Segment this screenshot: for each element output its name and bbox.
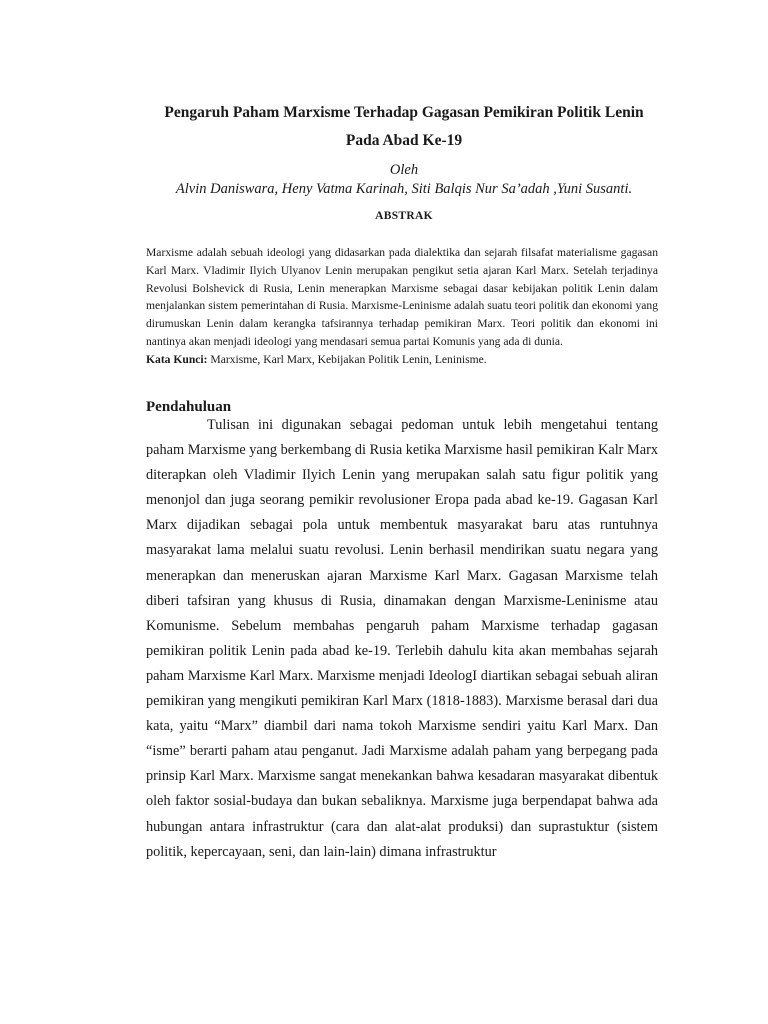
keywords-text: Marxisme, Karl Marx, Kebijakan Politik Lenin, Leninisme.: [207, 352, 487, 366]
keywords-line: [146, 351, 658, 369]
author-list: Alvin Daniswara, Heny Vatma Karinah, Siti Balqis Nur Sa’adah ,Yuni Susanti.: [175, 181, 633, 197]
abstract-text: Marxisme adalah sebuah ideologi yang didasarkan pada dialektika dan sejarah filsafat materialisme gagasan Karl Marx. Vladimir Ilyich Ulyanov Lenin merupakan pengikut setia ajaran Karl Marx. Setelah terjadinya Revolusi Bolshevick di Rusia, Lenin menerapkan Marxisme sebagai dasar kebijakan politik Lenin dalam menjalankan sistem pemerintahan di Rusia. Marxisme-Leninisme adalah suatu teori politik dan ekonomi yang dirumuskan Lenin dalam kerangka tafsirannya terhadap pemikiran Marx. Teori politik dan ekonomi ini nantinya akan menjadi ideologi yang mendasari semua partai Komunis yang ada di dunia.: [146, 246, 658, 348]
byline: Oleh: [389, 162, 419, 178]
document-title-line-2: Pada Abad Ke-19: [345, 132, 463, 149]
document-title-line-1: Pengaruh Paham Marxisme Terhadap Gagasan Pemikiran Politik Lenin: [164, 104, 644, 121]
abstract-heading: ABSTRAK: [375, 210, 433, 222]
body-paragraph: Tulisan ini digunakan sebagai pedoman untuk lebih mengetahui tentang paham Marxisme yang berkembang di Rusia ketika Marxisme hasil pemikiran Kalr Marx diterapkan oleh Vladimir Ilyich Lenin yang merupakan salah satu figur politik yang menonjol dan juga seorang pemikir revolusioner Eropa pada abad ke-19. Gagasan Karl Marx dijadikan sebagai pola untuk membentuk masyarakat baru atas runtuhnya masyarakat lama melalui suatu revolusi. Lenin berhasil mendirikan suatu negara yang menerapkan dan meneruskan ajaran Marxisme Karl Marx. Gagasan Marxisme telah diberi tafsiran yang khusus di Rusia, dinamakan dengan Marxisme-Leninisme atau Komunisme. Sebelum membahas pengaruh paham Marxisme terhadap gagasan pemikiran politik Lenin pada abad ke-19. Terlebih dahulu kita akan membahas sejarah paham Marxisme Karl Marx. Marxisme menjadi IdeologI diartikan sebagai sebuah aliran pemikiran yang mengikuti pemikiran Karl Marx (1818-1883). Marxisme berasal dari dua kata, yaitu “Marx” diambil dari nama tokoh Marxisme sendiri yaitu Karl Marx. Dan “isme” berarti paham atau penganut. Jadi Marxisme adalah paham yang berpegang pada prinsip Karl Marx. Marxisme sangat menekankan bahwa kesadaran masyarakat dibentuk oleh faktor sosial-budaya dan bukan sebaliknya. Marxisme juga berpendapat bahwa ada hubungan antara infrastruktur (cara dan alat-alat produksi) dan suprastuktur (sistem politik, kepercayaan, seni, dan lain-lain) dimana infrastruktur: [146, 417, 658, 860]
keywords-label: Kata Kunci:: [146, 352, 208, 366]
body-section: [146, 413, 658, 865]
section-heading-pendahuluan: Pendahuluan: [146, 399, 232, 415]
abstract-section: [146, 244, 658, 369]
